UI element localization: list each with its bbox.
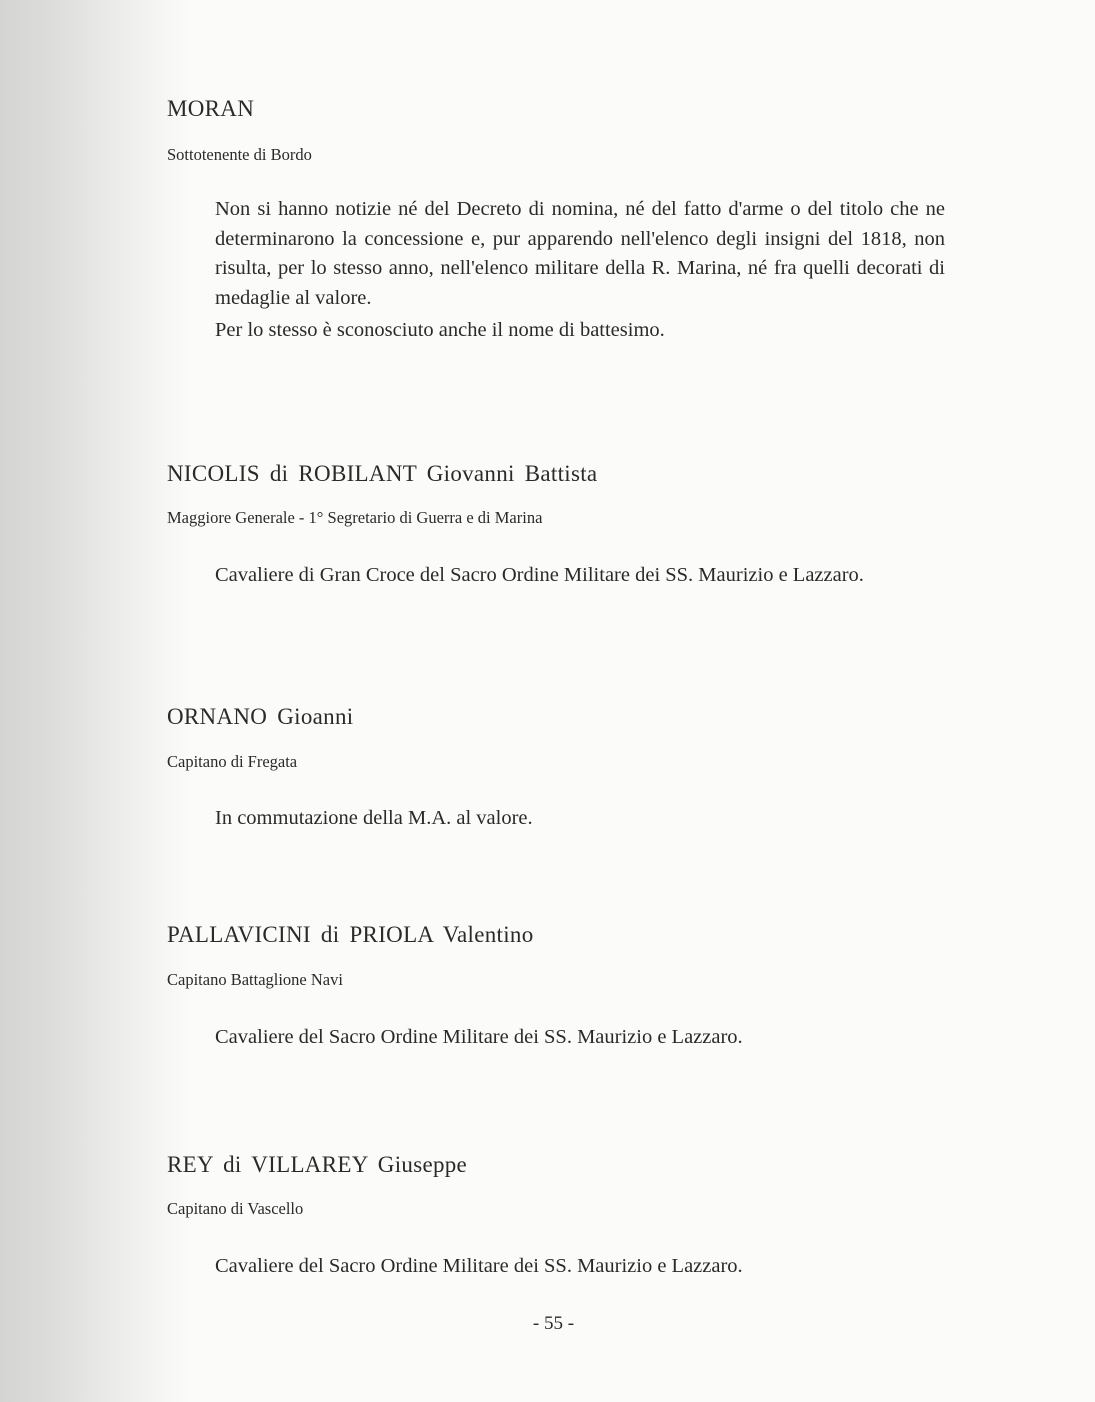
entry-body	[215, 804, 945, 834]
entry-name: MORAN	[167, 96, 255, 121]
entry-name: ORNANO Gioanni	[167, 704, 354, 729]
entry-name: REY di VILLAREY Giuseppe	[167, 1152, 468, 1177]
entry-ornano	[167, 703, 947, 829]
entry-moran	[167, 95, 947, 341]
entry-body	[215, 1023, 945, 1053]
entry-body	[215, 561, 945, 591]
entry-paragraph: Non si hanno notizie né del Decreto di nomina, né del fatto d'arme o del titolo che ne determinarono la concessione e, pur apparendo nell'elenco degli insigni del 1818, non risulta, per lo stesso anno, nell'elenco militare della R. Marina, né fra quelli decorati di medaglie al valore.	[215, 198, 945, 309]
entry-paragraph: Cavaliere di Gran Croce del Sacro Ordine Militare dei SS. Maurizio e Lazzaro.	[215, 564, 864, 586]
entry-rey-di-villarey	[167, 1151, 947, 1277]
entry-body	[215, 1252, 945, 1282]
entry-rank: Capitano di Vascello	[167, 1199, 304, 1218]
entry-rank: Capitano Battaglione Navi	[167, 970, 343, 989]
entry-pallavicini-di-priola	[167, 921, 947, 1048]
entry-nicolis-di-robilant	[167, 460, 947, 586]
entry-paragraph: Cavaliere del Sacro Ordine Militare dei SS. Maurizio e Lazzaro.	[215, 1026, 743, 1048]
entry-name: NICOLIS di ROBILANT Giovanni Battista	[167, 461, 598, 486]
page-number: - 55 -	[532, 1313, 575, 1334]
entry-body	[215, 195, 945, 346]
entry-name: PALLAVICINI di PRIOLA Valentino	[167, 922, 534, 947]
entry-paragraph: Cavaliere del Sacro Ordine Militare dei SS. Maurizio e Lazzaro.	[215, 1255, 743, 1277]
entry-rank: Maggiore Generale - 1° Segretario di Guerra e di Marina	[167, 508, 543, 527]
entry-paragraph: In commutazione della M.A. al valore.	[215, 807, 533, 829]
entry-rank: Sottotenente di Bordo	[167, 145, 312, 164]
entry-paragraph: Per lo stesso è sconosciuto anche il nome di battesimo.	[215, 319, 665, 341]
entry-rank: Capitano di Fregata	[167, 752, 298, 771]
